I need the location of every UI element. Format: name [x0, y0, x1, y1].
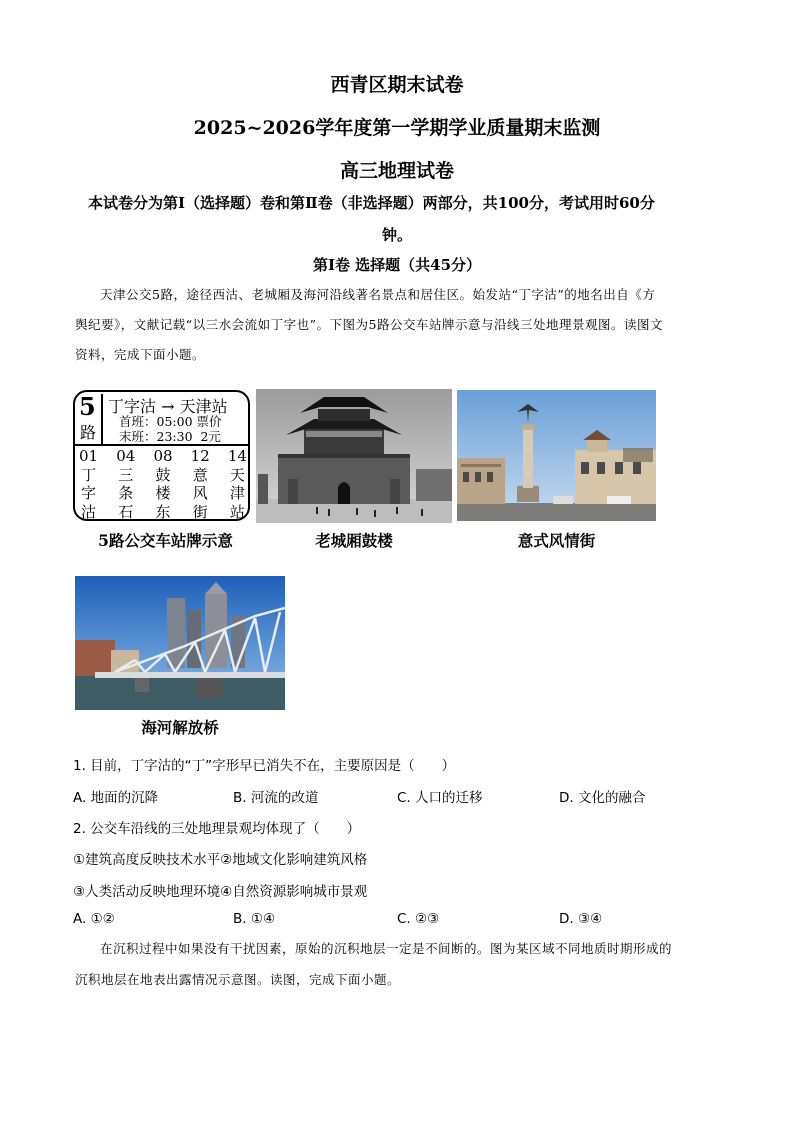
fare-label: 票价 — [196, 414, 222, 429]
caption-bridge: 海河解放桥 — [141, 718, 219, 737]
stop-char: 楼 — [155, 484, 171, 502]
intro-line-2: 钟。 — [382, 226, 413, 244]
stop-char: 沽 — [81, 502, 97, 521]
question-2-statements-2: ③人类活动反映地理环境④自然资源影响城市景观 — [73, 884, 368, 900]
exam-region-title: 西青区期末试卷 — [330, 74, 464, 96]
stop-number: 12 — [190, 447, 210, 465]
question-2-stem: 2. 公交车沿线的三处地理景观均体现了（ ） — [73, 821, 361, 837]
stop-char: 条 — [118, 484, 134, 502]
italian-street-photo — [457, 390, 656, 521]
drum-tower-photo — [256, 389, 452, 523]
caption-drum-tower: 老城厢鼓楼 — [315, 531, 393, 550]
stop-char: 风 — [192, 484, 208, 502]
passage-1-line-1: 天津公交5路，途径西沽、老城厢及海河沿线著名景点和居住区。始发站“丁字沽”的地名出自《方 — [100, 287, 656, 302]
subject-title: 高三地理试卷 — [339, 160, 454, 182]
stop-char: 石 — [118, 502, 134, 521]
question-1-option-b: B. 河流的改道 — [233, 790, 319, 806]
section-heading: 第Ⅰ卷 选择题（共45分） — [312, 256, 482, 274]
stop-char: 意 — [192, 465, 208, 484]
question-2-statements-1: ①建筑高度反映技术水平②地域文化影响建筑风格 — [73, 852, 368, 868]
stop-char: 东 — [155, 502, 171, 521]
stop-list — [79, 447, 247, 521]
first-bus-time: 首班：05:00 — [119, 414, 193, 429]
stop-item — [116, 447, 135, 521]
question-2-option-b: B. ①④ — [233, 911, 276, 927]
stop-item — [79, 447, 98, 521]
sign-divider-horizontal — [75, 444, 248, 446]
stop-char: 三 — [118, 465, 134, 484]
stop-char: 丁 — [81, 465, 97, 484]
timetable — [119, 414, 222, 444]
passage-2-line-2: 沉积地层在地表出露情况示意图。读图，完成下面小题。 — [75, 972, 401, 987]
route-number: 5 — [79, 392, 96, 421]
route-lu-char: 路 — [80, 423, 97, 442]
stop-char: 街 — [192, 502, 208, 521]
stop-number: 08 — [153, 447, 173, 465]
stop-char: 字 — [81, 484, 97, 502]
stop-item — [228, 447, 247, 521]
stop-char: 津 — [229, 484, 245, 502]
intro-line-1: 本试卷分为第Ⅰ（选择题）卷和第Ⅱ卷（非选择题）两部分，共100分，考试用时60分 — [88, 194, 655, 212]
caption-bus-sign: 5路公交车站牌示意 — [98, 531, 233, 550]
question-2-option-c: C. ②③ — [397, 911, 440, 927]
bus-stop-sign — [73, 390, 250, 521]
stop-item — [153, 447, 172, 521]
question-1-option-c: C. 人口的迁移 — [397, 790, 483, 806]
stop-number: 14 — [227, 447, 247, 465]
question-2-option-d: D. ③④ — [559, 911, 603, 927]
sign-divider-vertical — [101, 394, 103, 444]
route-direction: 丁字沽 → 天津站 — [108, 397, 228, 416]
last-bus-time: 末班：23:30 — [119, 429, 193, 444]
fare-value: 2元 — [200, 429, 221, 444]
stop-char: 鼓 — [155, 465, 171, 484]
passage-2-line-1: 在沉积过程中如果没有干扰因素，原始的沉积地层一定是不间断的。图为某区域不同地质时期形成的 — [100, 941, 673, 956]
caption-italian-street: 意式风情街 — [517, 531, 596, 550]
stop-number: 04 — [116, 447, 136, 465]
question-2-option-a: A. ①② — [73, 911, 115, 927]
stop-char: 天 — [229, 465, 245, 484]
stop-number: 01 — [79, 447, 99, 465]
question-1-option-a: A. 地面的沉降 — [73, 790, 159, 806]
question-1-option-d: D. 文化的融合 — [559, 790, 646, 806]
stop-char: 站 — [229, 502, 245, 521]
stop-item — [191, 447, 210, 521]
passage-1-line-3: 资料，完成下面小题。 — [75, 347, 206, 362]
exam-title: 2025~2026学年度第一学期学业质量期末监测 — [193, 117, 601, 139]
jiefang-bridge-photo — [75, 576, 285, 710]
question-1-stem: 1. 目前，丁字沽的“丁”字形早已消失不在，主要原因是（ ） — [73, 758, 456, 774]
passage-1-line-2: 舆纪要》，文献记载“以三水会流如丁字也”。下图为5路公交车站牌示意与沿线三处地理景观图。读图文 — [75, 317, 663, 332]
